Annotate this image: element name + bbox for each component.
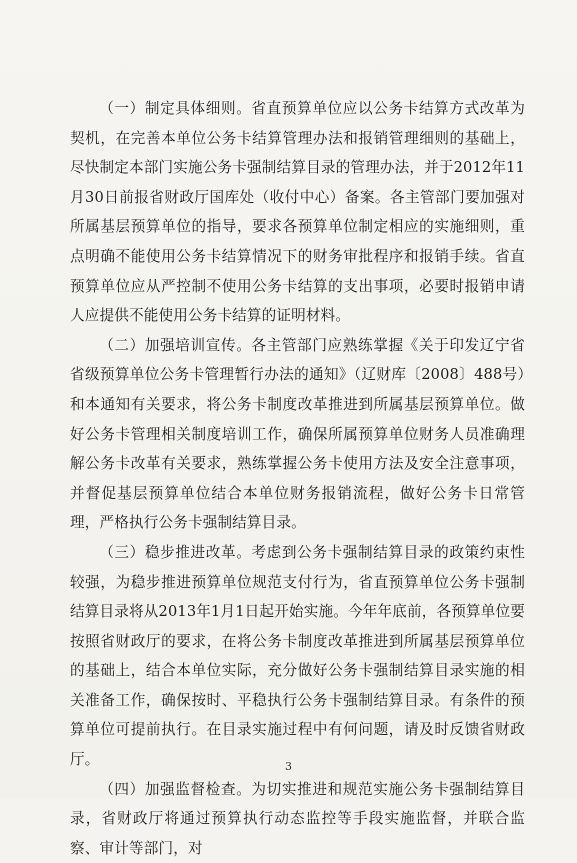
paragraph-1: （一）制定具体细则。省直预算单位应以公务卡结算方式改革为契机，在完善本单位公务卡结算管理办法和报销管理细则的基础上，尽快制定本部门实施公务卡强制结算目录的管理办法，并于2012年11月30日前报省财政厅国库处（收付中心）备案。各主管部门要加强对所属基层预算单位的指导，要求各预算单位制定相应的实施细则，重点明确不能使用公务卡结算情况下的财务审批程序和报销手续。省直预算单位应从严控制不使用公务卡结算的支出事项，必要时报销申请人应提供不能使用公务卡结算的证明材料。 [70,100,525,325]
page-number: 3 [285,760,292,773]
paragraph-4: （四）加强监督检查。为切实推进和规范实施公务卡强制结算目录，省财政厅将通过预算执行动态监控等手段实施监督，并联合监察、审计等部门，对 [70,780,525,857]
paragraph-2: （二）加强培训宣传。各主管部门应熟练掌握《关于印发辽宁省省级预算单位公务卡管理暂行办法的通知》（辽财库〔2008〕488号）和本通知有关要求，将公务卡制度改革推进到所属基层预算单位。做好公务卡管理相关制度培训工作，确保所属预算单位财务人员准确理解公务卡改革有关要求，熟练掌握公务卡使用方法及安全注意事项，并督促基层预算单位结合本单位财务报销流程，做好公务卡日常管理，严格执行公务卡强制结算目录。 [70,336,525,532]
paragraph-3: （三）稳步推进改革。考虑到公务卡强制结算目录的政策约束性较强，为稳步推进预算单位规范支付行为，省直预算单位公务卡强制结算目录将从2013年1月1日起开始实施。今年年底前，各预算单位要按照省财政厅的要求，在将公务卡制度改革推进到所属基层预算单位的基础上，结合本单位实际，充分做好公务卡强制结算目录实施的相关准备工作，确保按时、平稳执行公务卡强制结算目录。有条件的预算单位可提前执行。在目录实施过程中有何问题，请及时反馈省财政厅。 [70,543,525,769]
document-body [70,94,525,863]
